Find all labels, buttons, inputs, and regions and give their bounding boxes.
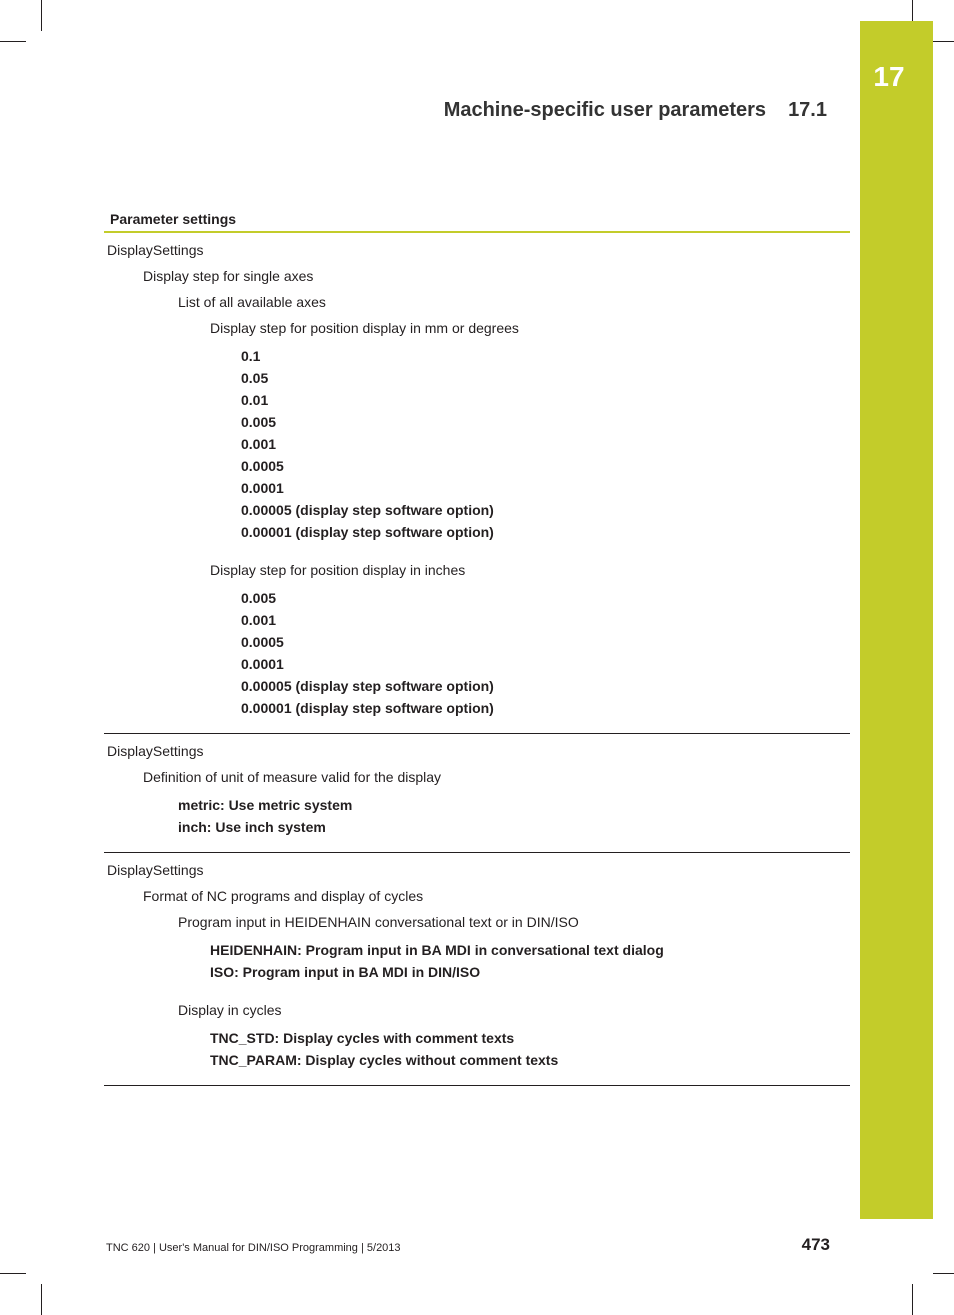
crop-mark bbox=[41, 1284, 42, 1315]
table-section bbox=[104, 734, 850, 853]
crop-mark bbox=[933, 41, 954, 42]
footer-text: TNC 620 | User's Manual for DIN/ISO Programming | 5/2013 bbox=[106, 1242, 401, 1254]
crop-mark bbox=[41, 0, 42, 31]
header-section: 17.1 bbox=[788, 99, 827, 121]
value-list bbox=[104, 935, 850, 997]
param-value: TNC_STD: Display cycles with comment texts bbox=[210, 1030, 515, 1046]
chapter-tab bbox=[860, 21, 933, 1219]
table-section bbox=[104, 853, 850, 1086]
value-list bbox=[104, 341, 850, 557]
param-root: DisplaySettings bbox=[107, 743, 204, 759]
param-value: inch: Use inch system bbox=[178, 819, 326, 835]
param-value: 0.001 bbox=[241, 612, 277, 628]
running-header bbox=[444, 99, 827, 122]
param-value: ISO: Program input in BA MDI in DIN/ISO bbox=[210, 964, 481, 980]
param-value: 0.05 bbox=[241, 370, 269, 386]
param-value: 0.00001 (display step software option) bbox=[241, 700, 494, 716]
param-level-2: List of all available axes bbox=[178, 294, 326, 310]
param-group-label: Program input in HEIDENHAIN conversational text or in DIN/ISO bbox=[178, 914, 579, 930]
param-value: 0.0001 bbox=[241, 656, 284, 672]
param-value: 0.01 bbox=[241, 392, 269, 408]
parameter-table bbox=[104, 208, 850, 1086]
param-root: DisplaySettings bbox=[107, 862, 204, 878]
crop-mark bbox=[912, 1284, 913, 1315]
param-level-1: Definition of unit of measure valid for the display bbox=[143, 769, 442, 785]
crop-mark bbox=[0, 41, 26, 42]
param-value: 0.1 bbox=[241, 348, 261, 364]
table-heading: Parameter settings bbox=[104, 208, 850, 233]
param-value: TNC_PARAM: Display cycles without comment texts bbox=[210, 1052, 559, 1068]
param-value: 0.005 bbox=[241, 590, 277, 606]
param-value: 0.0001 bbox=[241, 480, 284, 496]
page-number: 473 bbox=[801, 1235, 830, 1254]
param-value: metric: Use metric system bbox=[178, 797, 353, 813]
param-value: 0.0005 bbox=[241, 634, 284, 650]
param-value: 0.001 bbox=[241, 436, 277, 452]
crop-mark bbox=[912, 0, 913, 21]
chapter-number: 17 bbox=[873, 61, 905, 92]
param-value: HEIDENHAIN: Program input in BA MDI in conversational text dialog bbox=[210, 942, 664, 958]
param-value: 0.0005 bbox=[241, 458, 284, 474]
param-root: DisplaySettings bbox=[107, 242, 204, 258]
value-list bbox=[104, 790, 850, 838]
crop-mark bbox=[933, 1273, 954, 1274]
param-level-1: Format of NC programs and display of cycles bbox=[143, 888, 424, 904]
param-group-label: Display step for position display in mm or degrees bbox=[210, 320, 519, 336]
param-group-label: Display step for position display in inches bbox=[210, 562, 466, 578]
param-value: 0.00005 (display step software option) bbox=[241, 502, 494, 518]
crop-mark bbox=[0, 1273, 26, 1274]
header-title: Machine-specific user parameters bbox=[443, 99, 767, 121]
param-value: 0.005 bbox=[241, 414, 277, 430]
table-section bbox=[104, 233, 850, 734]
param-value: 0.00005 (display step software option) bbox=[241, 678, 494, 694]
param-level-1: Display step for single axes bbox=[143, 268, 314, 284]
param-group-label: Display in cycles bbox=[178, 1002, 282, 1018]
value-list bbox=[104, 583, 850, 719]
param-value: 0.00001 (display step software option) bbox=[241, 524, 494, 540]
value-list bbox=[104, 1023, 850, 1071]
